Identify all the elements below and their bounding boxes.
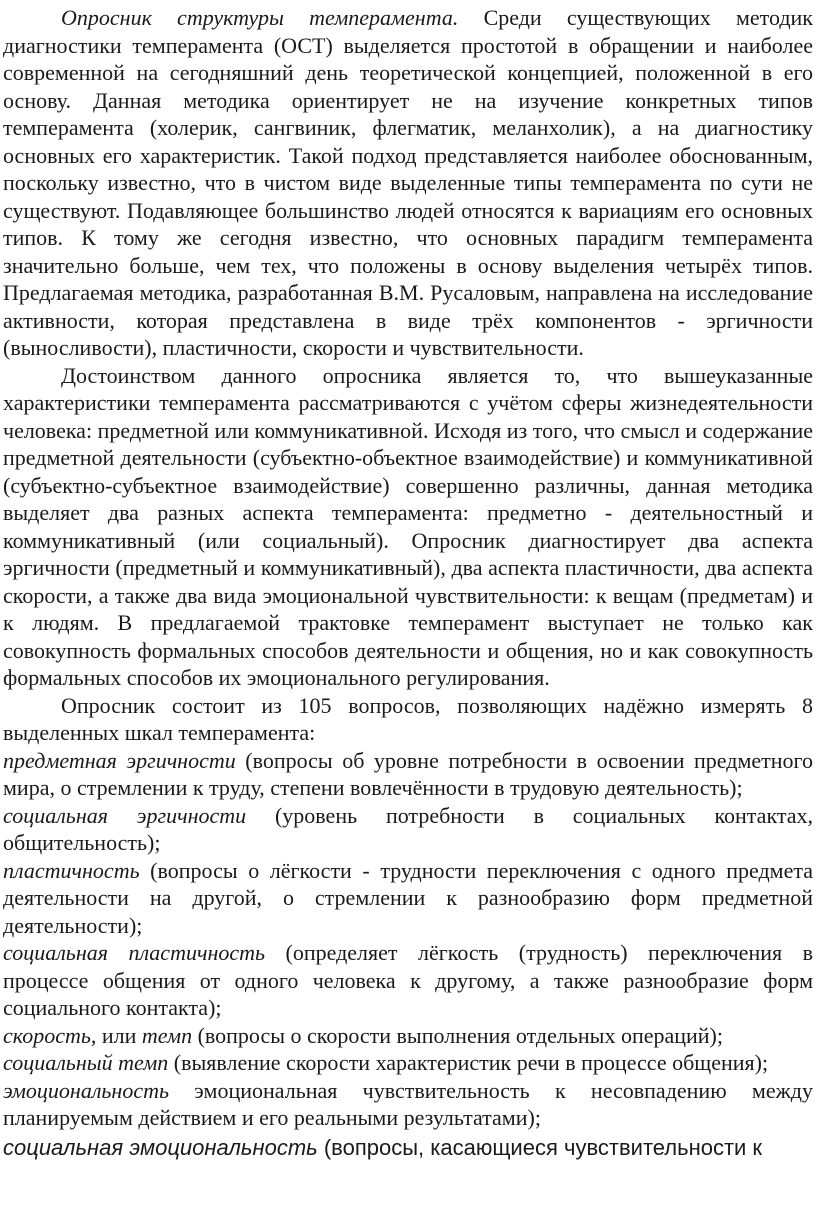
scale-term: социальная пластичность (3, 940, 266, 965)
paragraph-advantages: Достоинством данного опросника является то, что вышеуказанные характеристики темперамента рассматриваются с учётом сферы жизнедеятельности человека: предметной или коммуникативной. Исходя из того, что смысл и содержание предметной деятельности (субъектно-объектное взаимодействие) и коммуникативной (субъектно-субъектное взаимодействие) совершенно различны, данная методика выделяет два разных аспекта темперамента: предметно - деятельностный и коммуникативный (или социальный). Опросник диагностирует два аспекта эргичности (предметный и коммуникативный), два аспекта пластичности, два аспекта скорости, а также два вида эмоциональной чувствительности: к вещам (предметам) и к людям. В предлагаемой трактовке темперамент выступает не только как совокупность формальных способов деятельности и общения, но и как совокупность формальных способов их эмоционального регулирования. (3, 362, 813, 690)
scale-description: эмоциональная чувствительность к несовпадению между планируемым действием и его реальными результатами); (3, 1077, 813, 1130)
scale-description: (уровень потребности в социальных контактах, общительность); (3, 802, 813, 855)
scale-term: предметная эргичности (3, 747, 236, 773)
scale-description: (определяет лёгкость (трудность) переключения в процессе общения от одного человека к другому, а также разнообразие форм социального контакта); (3, 940, 813, 1020)
scale-description: (вопросы, касающиеся чувствительности к (317, 1134, 763, 1160)
scale-term: скорость, (3, 1022, 97, 1048)
scale-item-plasticity (3, 857, 813, 940)
scale-term: пластичность (3, 857, 140, 883)
scale-item-social-plasticity (3, 939, 813, 1022)
scale-description: (вопросы о скорости выполнения отдельных операций); (192, 1022, 723, 1048)
paragraph-structure: Опросник состоит из 105 вопросов, позволяющих надёжно измерять 8 выделенных шкал темперамента: (3, 692, 813, 745)
scale-item-emotionality (3, 1077, 813, 1132)
scale-term: социальная эмоциональность (3, 1134, 318, 1160)
scale-item-social-ergicity (3, 802, 813, 857)
paragraph-intro-text: Среди существующих методик диагностики темперамента (ОСТ) выделяется простотой в обращении и наиболее современной на сегодняшний день теоретической концепцией, положенной в его основу. Данная методика ориентирует не на изучение конкретных типов темперамента (холерик, сангвиник, флегматик, меланхолик), а на диагностику основных его характеристик. Такой подход представляется наиболее обоснованным, поскольку известно, что в чистом виде выделенные типы темперамента по сути не существуют. Подавляющее большинство людей относятся к вариациям его основных типов. К тому же сегодня известно, что основных парадигм темперамента значительно больше, чем тех, что положены в основу выделения четырёх типов. Предлагаемая методика, разработанная В.М. Русаловым, направлена на исследование активности, которая представлена в виде трёх компонентов - эргичности (выносливости), пластичности, скорости и чувствительности. (3, 5, 813, 360)
scale-item-object-ergicity (3, 747, 813, 802)
scale-description: (выявление скорости характеристик речи в процессе общения); (168, 1050, 769, 1075)
scale-connector: или (96, 1022, 142, 1048)
scale-term: эмоциональность (3, 1077, 169, 1103)
scale-description: (вопросы об уровне потребности в освоении предметного мира, о стремлении к труду, степени вовлечённости в трудовую деятельность); (3, 747, 813, 800)
scale-term-alt: темп (141, 1022, 193, 1048)
scale-item-social-tempo (3, 1049, 813, 1077)
method-title: Опросник структуры темперамента. (61, 5, 459, 30)
paragraph-intro (3, 4, 813, 362)
scale-term: социальная эргичности (3, 802, 247, 828)
scale-item-speed (3, 1022, 813, 1050)
scale-description: (вопросы о лёгкости - трудности переключения с одного предмета деятельности на другой, о стремлении к разнообразию форм предметной деятельности); (3, 857, 813, 938)
scale-item-social-emotionality (3, 1134, 813, 1161)
scale-term: социальный темп (3, 1050, 169, 1075)
